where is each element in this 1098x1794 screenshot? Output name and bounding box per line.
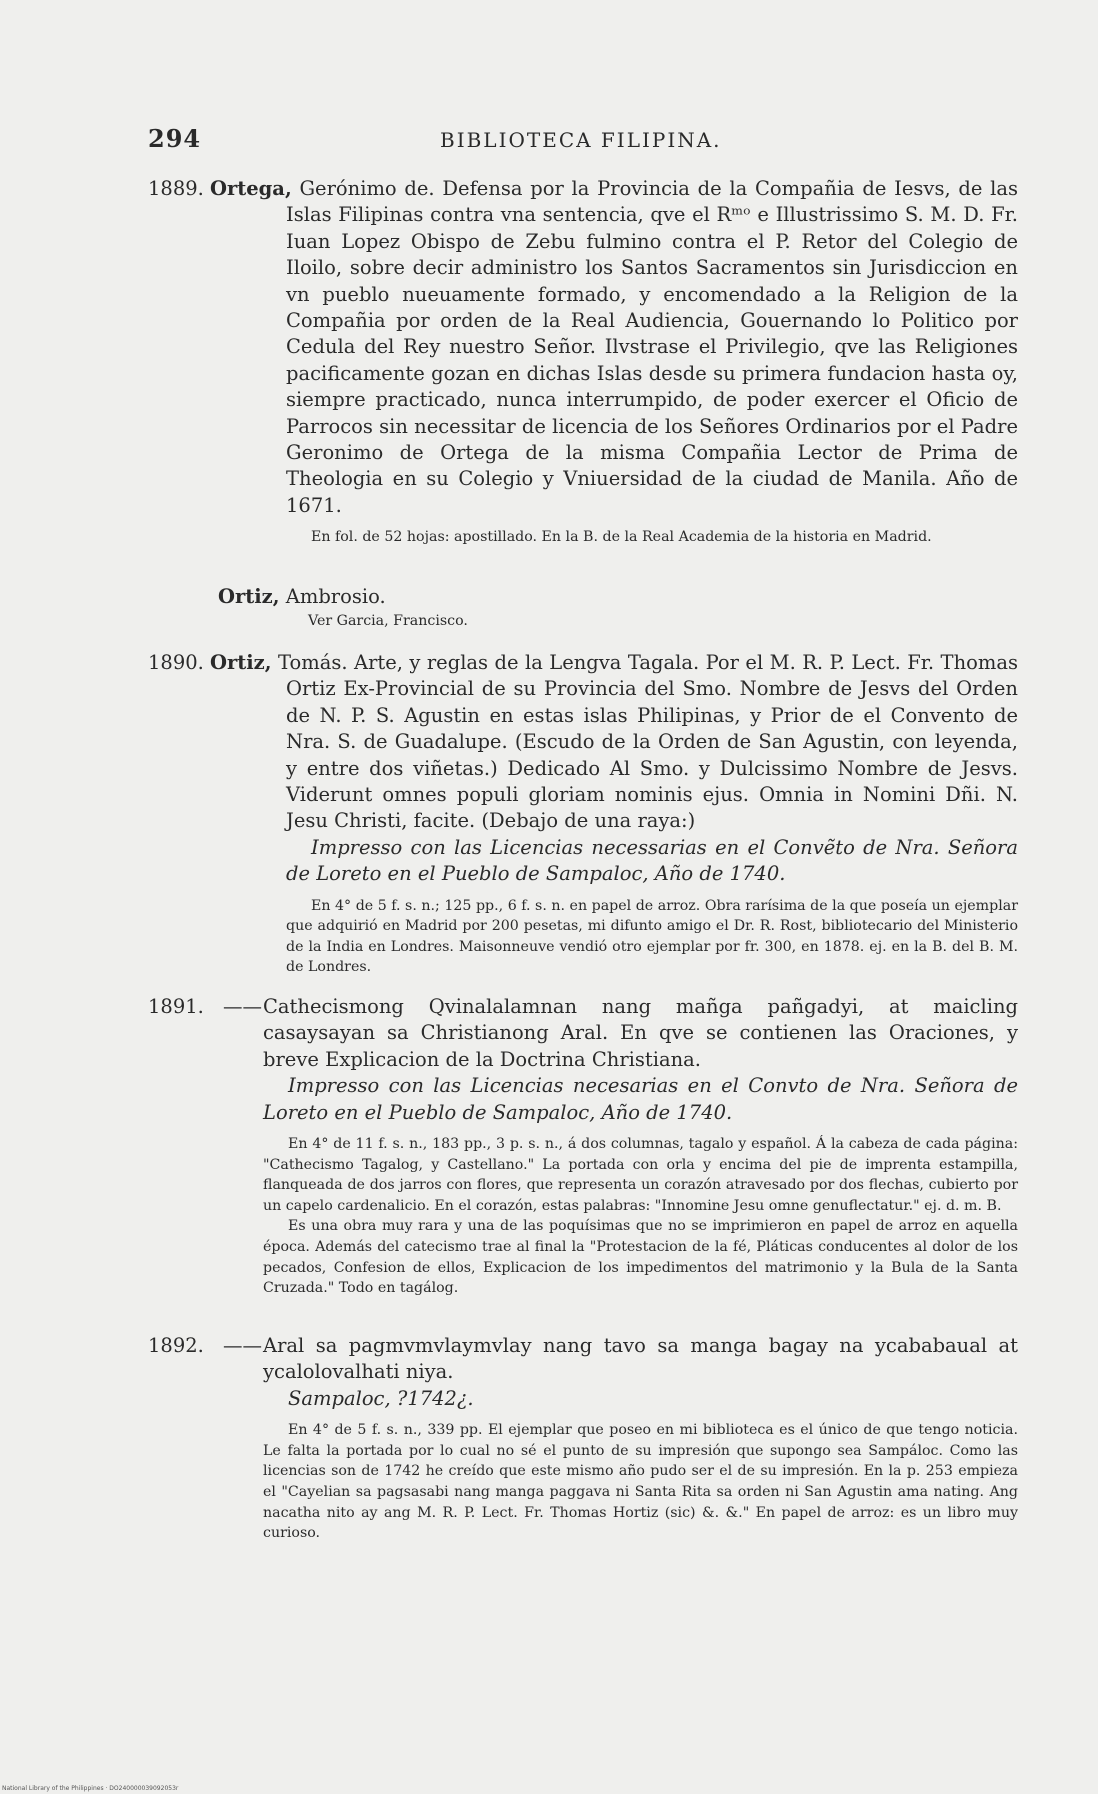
- ditto-dash: ——: [223, 1334, 262, 1357]
- entry-note: En 4° de 11 f. s. n., 183 pp., 3 p. s. n., á dos columnas, tagalo y español. Á la cabeza de cada página: "Cathecismo Tagalog, y Castellano." La portada con orla y encima del pie de imprenta estampilla, flanqueada de dos jarros con flores, que representa un corazón atravesado por dos flechas, cubierto por un capelo cardenalicio. En el corazón, estas palabras: "Innomine Jesu omne genuflectatur." ej. d. m. B.: [263, 1136, 1018, 1214]
- scan-credit: National Library of the Philippines · DO240000039092053r: [2, 1785, 179, 1792]
- entry-number: 1889.: [148, 177, 204, 200]
- author-given-name: Tomás.: [271, 651, 348, 674]
- ditto-dash: ——: [223, 995, 262, 1018]
- entry-body: [148, 1333, 1018, 1386]
- entry-1889: [148, 176, 1018, 548]
- author-name: Ortiz,: [218, 585, 280, 608]
- entry-title: Cathecismong Qvinalalamnan nang mañga pañgadyi, at maicling casaysayan sa Christianong Aral. En qve se contienen las Oraciones, y breve Explicacion de la Doctrina Christiana.: [263, 995, 1018, 1071]
- entry-body: [148, 650, 1018, 835]
- page-number: 294: [148, 124, 202, 153]
- author-given-name: Ambrosio.: [279, 585, 386, 608]
- entry-imprint: Impresso con las Licencias necessarias en el Convẽto de Nra. Señora de Loreto en el Pueblo de Sampaloc, Año de 1740.: [286, 835, 1018, 886]
- entry-note: En fol. de 52 hojas: apostillado. En la B. de la Real Academia de la historia en Madrid.: [311, 529, 932, 546]
- author-name: Ortiz,: [210, 651, 272, 674]
- author-name: Ortega,: [210, 177, 292, 200]
- entry-note: Es una obra muy rara y una de las poquísimas que no se imprimieron en papel de arroz en aquella época. Además del catecismo trae al final la "Protestacion de la fé, Pláticas conducentes al dolor de los pecados, Confesion de ellos, Explicacion de los impedimentos del matrimonio y la Bula de la Santa Cruzada." Todo en tagálog.: [263, 1218, 1018, 1297]
- entry-imprint: Sampaloc, ?1742¿.: [288, 1386, 474, 1410]
- entry-note: En 4° de 5 f. s. n.; 125 pp., 6 f. s. n. en papel de arroz. Obra rarísima de la que poseía un ejemplar que adquirió en Madrid por 200 pesetas, mi difunto amigo el Dr. R. Rost, bibliotecario del Ministerio de la India en Londres. Maisonneuve vendió otro ejemplar por fr. 300, en 1878. ej. en la B. del B. M. de Londres.: [286, 897, 1018, 976]
- entry-note: En 4° de 5 f. s. n., 339 pp. El ejemplar que poseo en mi biblioteca es el único de que tengo noticia. Le falta la portada por lo cual no sé el punto de su impresión que supongo sea Sampáloc. Como las licencias son de 1742 he creído que este mismo año pudo ser el de su impresión. En la p. 253 empieza el "Cayelian sa pagsasabi nang manga paggava ni Santa Rita sa orden ni San Agustin ama nating. Ang nacatha nito ay ang M. R. P. Lect. Fr. Thomas Hortiz (sic) &. &." En papel de arroz: es un libro muy curioso.: [263, 1422, 1018, 1542]
- entry-title: Defensa por la Provincia de la Compañia de Iesvs, de las Islas Filipinas contra vna sentencia, qve el Rᵐᵒ e Illustrissimo S. M. D. Fr. Iuan Lopez Obispo de Zebu fulmino contra el P. Retor del Colegio de Iloilo, sobre decir administro los Santos Sacramentos sin Jurisdiccion en vn pueblo nueuamente formado, y encomendado a la Religion de la Compañia por orden de la Real Audiencia, Gouernando lo Politico por Cedula del Rey nuestro Señor. Ilvstrase el Privilegio, qve las Religiones pacificamente gozan en dichas Islas desde su primera fundacion hasta oy, siempre practicado, nunca interrumpido, de poder exercer el Oficio de Parrocos sin necessitar de licencia de los Señores Ordinarios por el Padre Geronimo de Ortega de la misma Compañia Lector de Prima de Theologia en su Colegio y Vniuersidad de la ciudad de Manila. Año de 1671.: [286, 177, 1019, 517]
- entry-1891: [148, 994, 1018, 1299]
- running-title: BIBLIOTECA FILIPINA.: [440, 128, 722, 152]
- entry-title: Arte, y reglas de la Lengva Tagala. Por el M. R. P. Lect. Fr. Thomas Ortiz Ex-Provincial de su Provincia del Smo. Nombre de Jesvs del Orden de N. P. S. Agustin en estas islas Philipinas, y Prior de el Convento de Nra. S. de Guadalupe. (Escudo de la Orden de San Agustin, con leyenda, y entre dos viñetas.) Dedicado Al Smo. y Dulcissimo Nombre de Jesvs. Viderunt omnes populi gloriam nominis ejus. Omnia in Nomini Dñi. N. Jesu Christi, facite. (Debajo de una raya:): [286, 651, 1018, 833]
- entry-number: 1890.: [148, 651, 204, 674]
- entry-number: 1891.: [148, 995, 204, 1018]
- entry-1890: [148, 650, 1018, 978]
- entry-title: Aral sa pagmvmvlaymvlay nang tavo sa manga bagay na ycababaual at ycalolovalhati niya.: [263, 1334, 1018, 1384]
- entry-1892: [148, 1333, 1018, 1544]
- entry-ortiz-ambrosio: [218, 584, 1018, 632]
- cross-reference: Ver Garcia, Francisco.: [308, 613, 468, 629]
- entry-number: 1892.: [148, 1334, 204, 1357]
- entry-body: [148, 176, 1018, 519]
- author-given-name: Gerónimo de.: [291, 177, 435, 200]
- entry-imprint: Impresso con las Licencias necesarias en el Convto de Nra. Señora de Loreto en el Pueblo de Sampaloc, Año de 1740.: [263, 1074, 1018, 1124]
- page-header: [140, 124, 1010, 158]
- entry-body: [148, 994, 1018, 1073]
